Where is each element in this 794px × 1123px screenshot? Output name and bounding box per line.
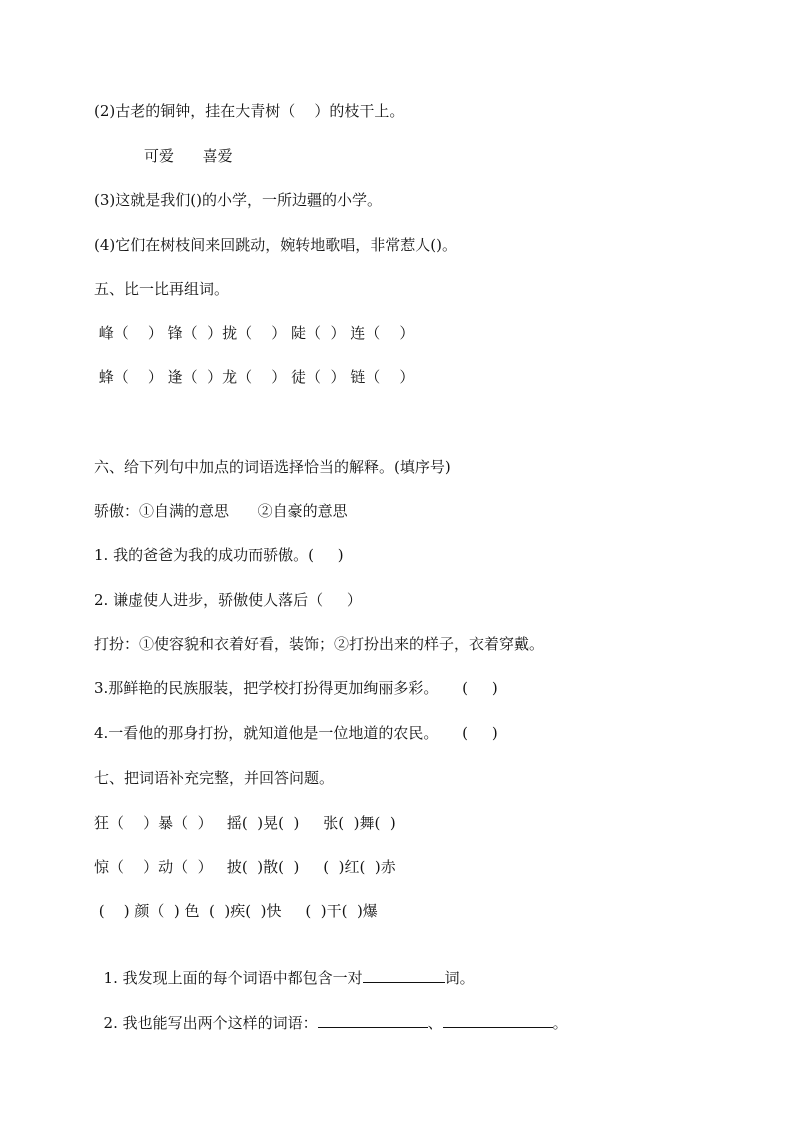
section-5-title: 五、比一比再组词。 (94, 280, 230, 298)
question-4-4: (4)它们在树枝间来回跳动，婉转地歌唱，非常惹人()。 (94, 236, 457, 254)
question-6-2: 2. 谦虚使人进步，骄傲使人落后（ ） (94, 591, 362, 609)
definition-daban: 打扮：①使容貌和衣着好看，装饰；②打扮出来的样子，衣着穿戴。 (94, 635, 545, 653)
question-7-2-separator: 、 (427, 1014, 443, 1032)
word-options: 可爱 喜爱 (144, 147, 233, 165)
question-7-2-prefix: 2. 我也能写出两个这样的词语： (103, 1014, 318, 1032)
question-7-1 (94, 945, 475, 989)
answer-blank-1[interactable] (363, 967, 445, 983)
fill-row-1: 狂（ ）暴（ ） 摇( )晃( ) 张( )舞( ) (94, 814, 396, 832)
section-7-title: 七、把词语补充完整，并回答问题。 (94, 769, 335, 787)
fill-row-2: 惊（ ）动（ ） 披( )散( ) ( )红( )赤 (94, 858, 396, 876)
question-7-2-suffix: 。 (552, 1014, 568, 1032)
answer-blank-3[interactable] (443, 1012, 553, 1028)
question-6-3: 3.那鲜艳的民族服装，把学校打扮得更加绚丽多彩。 ( ) (94, 679, 498, 697)
question-7-1-suffix: 词。 (444, 969, 475, 987)
compare-row-2: 蜂（ ） 逢（ ）龙（ ） 徒（ ） 链（ ） (94, 368, 415, 386)
question-7-2 (94, 990, 568, 1034)
definition-jiaoao: 骄傲：①自满的意思 ②自豪的意思 (94, 502, 348, 520)
section-6-title: 六、给下列句中加点的词语选择恰当的解释。(填序号) (94, 458, 451, 476)
question-4-3: (3)这就是我们()的小学，一所边疆的小学。 (94, 191, 382, 209)
fill-row-3: ( ) 颜（ ) 色 ( )疾( )快 ( )干( )爆 (94, 902, 378, 920)
question-6-1: 1. 我的爸爸为我的成功而骄傲。( ) (94, 546, 344, 564)
question-6-4: 4.一看他的那身打扮，就知道他是一位地道的农民。 ( ) (94, 724, 498, 742)
question-4-2: (2)古老的铜钟，挂在大青树（ ）的枝干上。 (94, 102, 405, 120)
compare-row-1: 峰（ ） 锋（ ）拢（ ） 陡（ ） 连（ ） (94, 324, 415, 342)
answer-blank-2[interactable] (318, 1012, 428, 1028)
question-7-1-prefix: 1. 我发现上面的每个词语中都包含一对 (103, 969, 363, 987)
